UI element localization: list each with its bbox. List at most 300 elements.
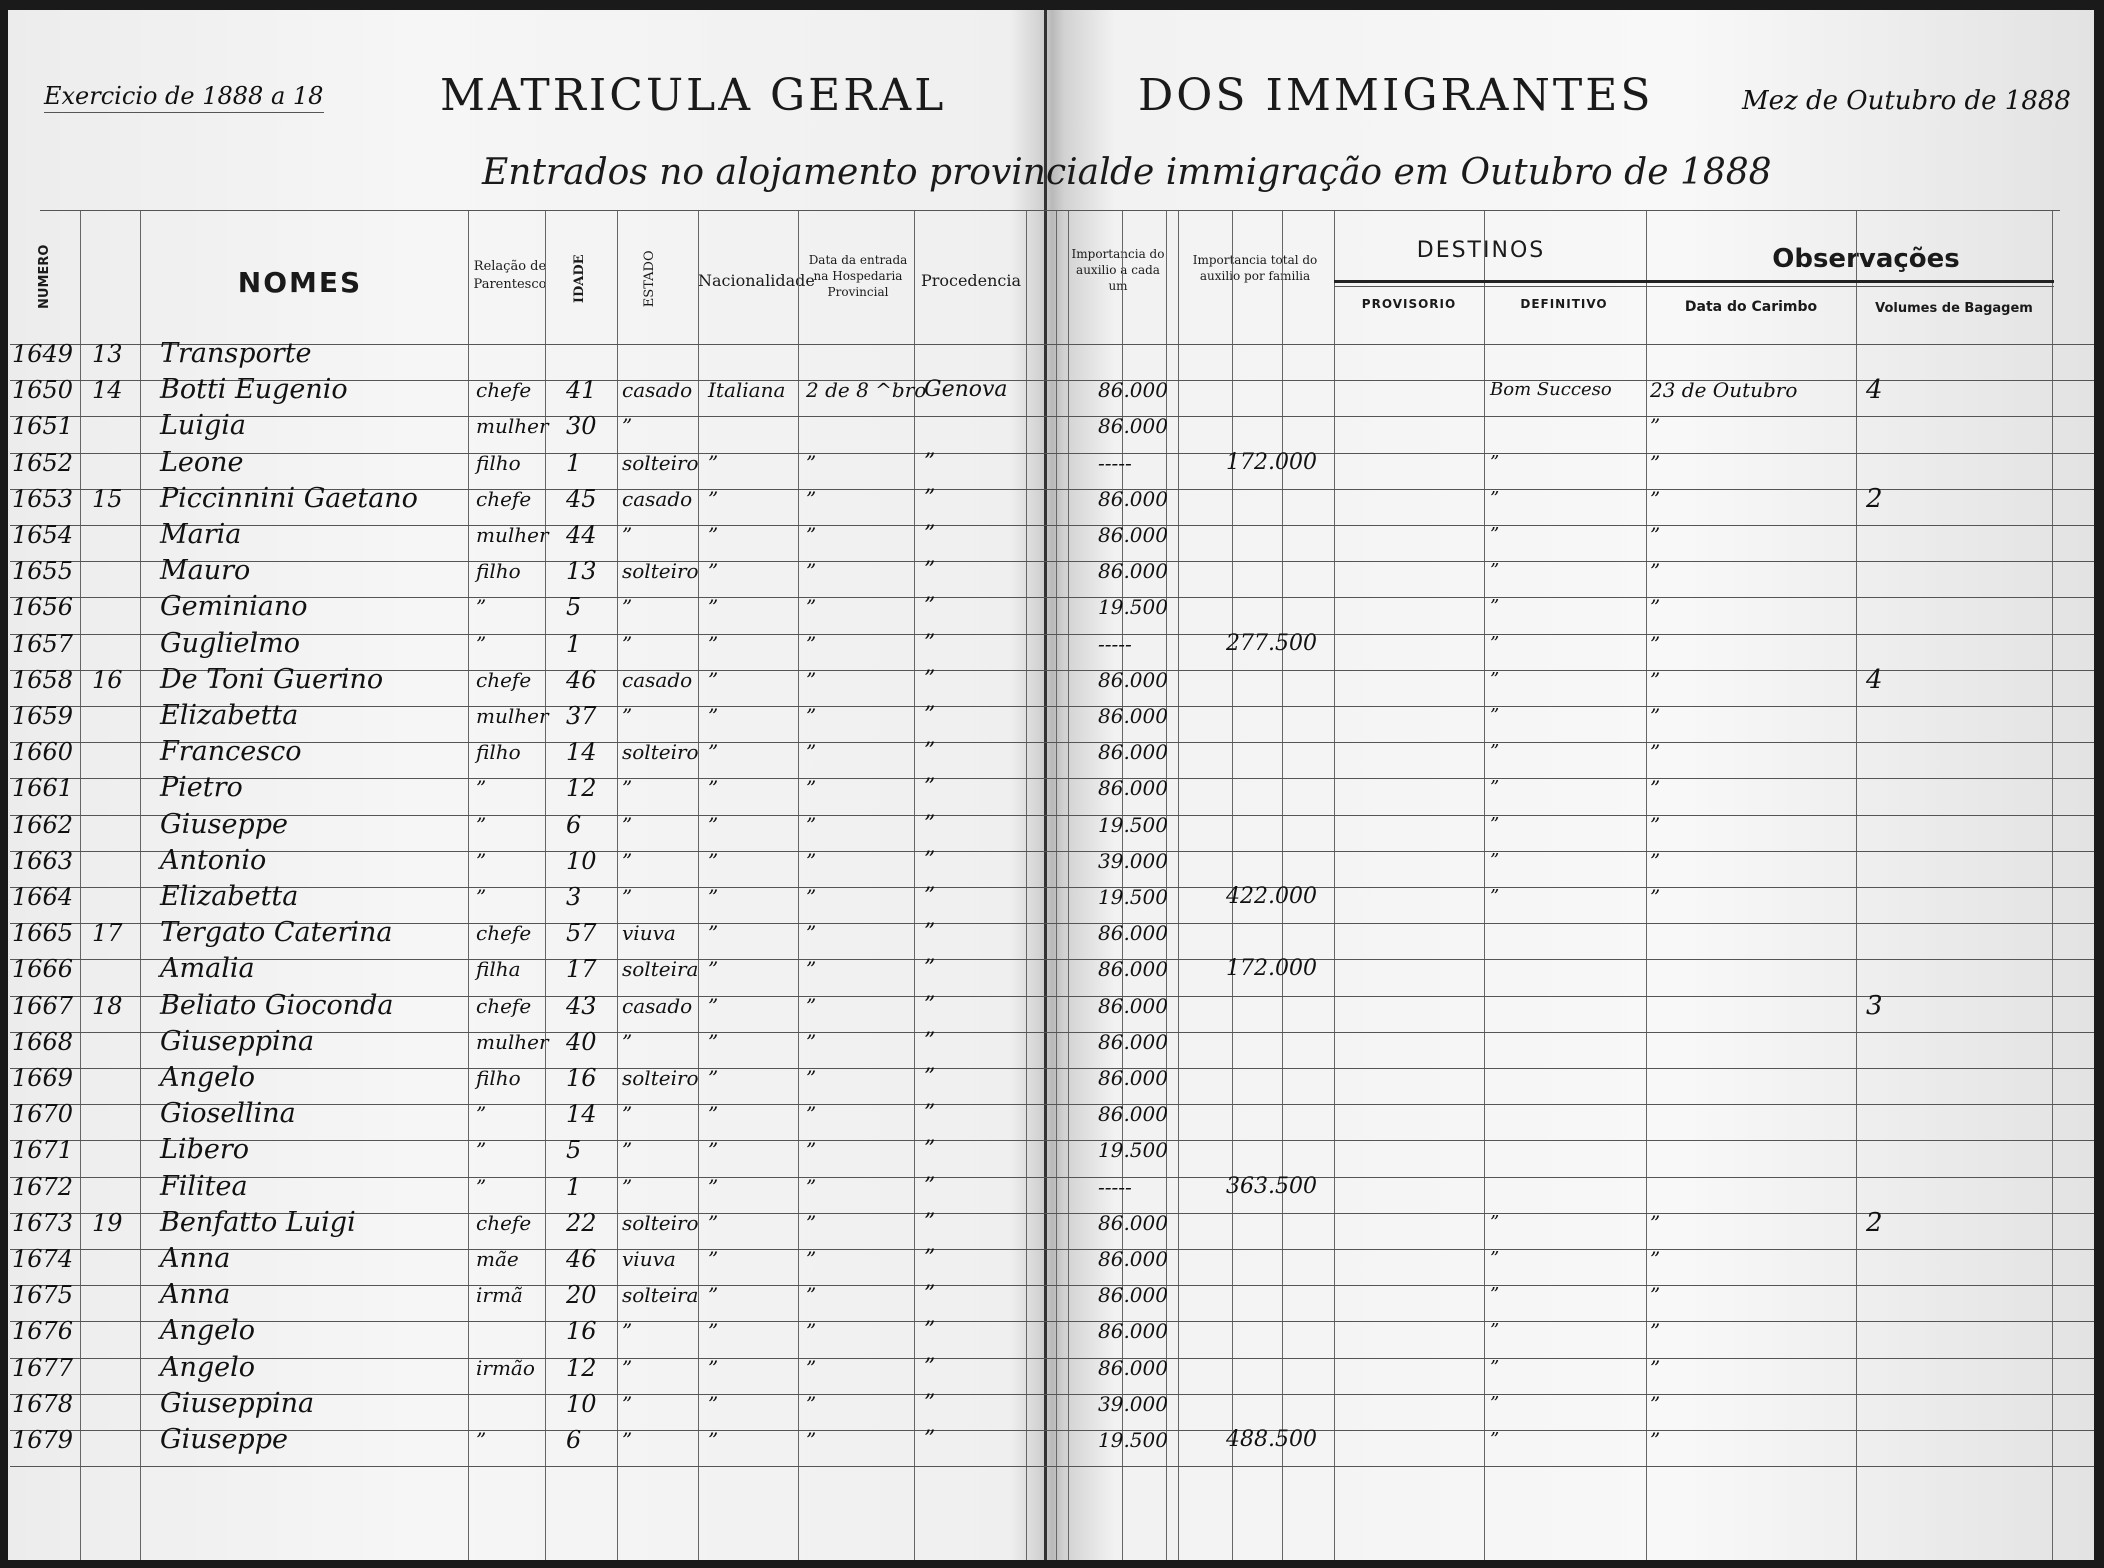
book-spine [1044,10,1047,1560]
cell-auxilio: 86.000 [1098,667,1168,692]
cell-auxilio: 19.500 [1098,595,1168,620]
cell-destino-definitivo: ” [1490,451,1500,473]
cell-nacionalidade: ” [708,848,719,873]
mez-label: Mez de Outubro de 1888 [1742,86,2071,116]
cell-data-carimbo: ” [1650,486,1661,511]
cell-familia: 18 [92,991,123,1020]
cell-procedencia: ” [924,594,936,620]
header-observacoes: Observações [1772,244,1960,274]
cell-nacionalidade: ” [708,1066,719,1090]
header-nomes: NOMES [237,266,363,299]
cell-data-entrada: ” [806,1355,817,1380]
cell-nacionalidade: ” [708,1174,719,1199]
cell-numero: 1649 [12,340,74,368]
cell-nacionalidade: ” [708,885,719,909]
cell-procedencia: ” [924,558,936,584]
cell-data-carimbo: ” [1650,704,1661,728]
cell-numero: 1663 [12,846,74,875]
cell-data-entrada: ” [806,921,817,946]
cell-procedencia: ” [924,1137,936,1163]
cell-idade: 16 [566,1064,597,1092]
cell-data-entrada: ” [806,1247,817,1271]
cell-auxilio-total: 422.000 [1226,884,1317,909]
cell-data-entrada: ” [806,1283,817,1308]
cell-nome: Antonio [160,844,267,876]
cell-relacao: ” [476,1428,487,1452]
cell-relacao: chefe [476,1210,532,1235]
cell-data-entrada: ” [806,1391,817,1416]
cell-volumes: 3 [1866,990,1883,1021]
cell-estado: casado [622,993,693,1018]
cell-data-entrada: ” [806,993,817,1018]
cell-idade: 17 [566,955,597,984]
cell-numero: 1669 [12,1064,74,1092]
cell-nacionalidade: Italiana [708,378,786,403]
cell-nome: Tergato Caterina [160,917,393,949]
cell-nome: Geminiano [160,591,308,623]
cell-auxilio: 86.000 [1098,704,1168,728]
cell-numero: 1664 [12,883,74,911]
row-rule [10,778,2094,779]
cell-nacionalidade: ” [708,667,719,692]
cell-idade: 57 [566,919,597,948]
scan-border-bottom [0,1560,2104,1568]
cell-auxilio: ----- [1098,450,1132,475]
cell-data-entrada: ” [806,740,817,765]
cell-nome: Transporte [160,338,312,369]
header-rule [40,210,2060,211]
cell-idade: 40 [566,1027,597,1056]
row-rule [10,344,2094,345]
cell-estado: ” [622,595,633,620]
cell-destino-definitivo: ” [1490,777,1500,799]
cell-procedencia: ” [924,1246,936,1271]
cell-idade: 37 [566,702,597,730]
row-rule [10,1140,2094,1141]
cell-estado: ” [622,1174,633,1199]
cell-procedencia: ” [924,449,936,475]
cell-destino-definitivo: ” [1490,1248,1500,1269]
cell-auxilio: 86.000 [1098,993,1168,1018]
cell-idade: 16 [566,1317,597,1346]
cell-estado: ” [622,704,633,728]
cell-nome: Anna [160,1279,231,1311]
cell-destino-definitivo: ” [1490,1429,1500,1450]
cell-estado: solteira [622,1283,699,1308]
cell-auxilio: 86.000 [1098,1066,1168,1090]
cell-estado: ” [622,1428,633,1452]
row-rule [10,887,2094,888]
cell-idade: 1 [566,448,582,477]
cell-auxilio: 86.000 [1098,776,1168,801]
cell-nacionalidade: ” [708,704,719,728]
cell-nacionalidade: ” [708,1319,719,1344]
row-rule [10,1430,2094,1431]
header-definitivo: DEFINITIVO [1520,297,1608,311]
cell-numero: 1679 [12,1426,74,1454]
cell-data-carimbo: ” [1650,812,1661,837]
cell-data-entrada: ” [806,450,817,475]
cell-destino-definitivo: ” [1490,1356,1500,1378]
cell-destino-definitivo: ” [1490,668,1500,690]
cell-auxilio: 86.000 [1098,523,1168,547]
cell-procedencia: ” [924,1427,936,1452]
cell-data-carimbo: ” [1650,885,1661,909]
row-rule [10,634,2094,635]
cell-relacao: chefe [476,667,532,692]
cell-procedencia: ” [924,956,936,982]
cell-destino-definitivo: ” [1490,705,1500,726]
cell-nome: Maria [160,519,242,550]
cell-nacionalidade: ” [708,1247,719,1271]
cell-data-entrada: 2 de 8 ^bro [806,378,927,403]
cell-idade: 12 [566,1353,597,1382]
cell-procedencia: ” [924,1282,936,1308]
row-rule [10,959,2094,960]
cell-numero: 1659 [12,702,74,730]
header-auxilio-cada: Importancia do auxilio a cada um [1071,247,1165,294]
cell-volumes: 4 [1866,375,1883,406]
cell-auxilio: 86.000 [1098,378,1168,403]
cell-nacionalidade: ” [708,1029,719,1054]
cell-relacao: irmão [476,1355,535,1380]
cell-relacao: filho [476,740,521,765]
cell-nacionalidade: ” [708,450,719,475]
cell-data-entrada: ” [806,486,817,511]
header-volumes: Volumes de Bagagem [1875,301,2033,316]
cell-estado: solteira [622,957,699,982]
cell-estado: ” [622,1355,633,1380]
cell-nome: Leone [160,446,244,478]
title-right: DOS IMMIGRANTES [1138,70,1654,121]
cell-procedencia: ” [924,1209,936,1235]
cell-auxilio-total: 488.500 [1226,1427,1317,1452]
cell-procedencia: ” [924,992,936,1018]
cell-relacao: filho [476,450,521,475]
cell-estado: viuva [622,1247,676,1271]
cell-data-entrada: ” [806,1210,817,1235]
cell-destino-definitivo: ” [1490,487,1500,509]
row-rule [10,597,2094,598]
cell-estado: ” [622,885,633,909]
row-rule [10,1104,2094,1105]
header-procedencia: Procedencia [920,271,1022,290]
cell-nacionalidade: ” [708,957,719,982]
cell-data-carimbo: ” [1650,414,1661,439]
cell-nacionalidade: ” [708,559,719,584]
cell-data-entrada: ” [806,1138,817,1163]
cell-relacao: ” [476,1174,487,1199]
cell-data-entrada: ” [806,1428,817,1452]
cell-procedencia: ” [924,1173,936,1199]
cell-familia: 19 [92,1208,123,1237]
cell-idade: 5 [566,1136,582,1165]
cell-idade: 46 [566,1245,597,1273]
cell-estado: ” [622,1319,633,1344]
cell-relacao: filho [476,559,521,584]
cell-data-carimbo: ” [1650,1391,1661,1416]
row-rule [10,416,2094,417]
cell-relacao: mulher [476,523,549,547]
cell-data-entrada: ” [806,812,817,837]
cell-data-entrada: ” [806,957,817,982]
scan-border-top [0,0,2104,10]
cell-relacao: filho [476,1066,521,1090]
cell-numero: 1666 [12,955,74,984]
cell-estado: solteiro [622,1210,699,1235]
scan-border-left [0,0,8,1568]
cell-destino-definitivo: ” [1490,524,1500,545]
cell-data-carimbo: ” [1650,1283,1661,1308]
cell-destino-definitivo: ” [1490,596,1500,618]
cell-data-carimbo: ” [1650,667,1661,692]
cell-auxilio: 19.500 [1098,812,1168,837]
cell-destino-definitivo: ” [1490,1320,1500,1342]
cell-procedencia: ” [924,1028,936,1054]
cell-data-entrada: ” [806,704,817,728]
cell-nome: Luigia [160,410,246,442]
cell-auxilio: 19.500 [1098,1138,1168,1163]
cell-estado: ” [622,523,633,547]
cell-estado: ” [622,631,633,656]
cell-procedencia: ” [924,739,936,765]
cell-nacionalidade: ” [708,1210,719,1235]
row-rule [10,851,2094,852]
cell-idade: 41 [566,376,597,405]
cell-nome: Giuseppina [160,1387,315,1419]
cell-idade: 3 [566,883,582,911]
cell-nacionalidade: ” [708,1102,719,1127]
cell-nome: Giosellina [160,1098,296,1130]
cell-nome: Anna [160,1243,231,1274]
cell-nacionalidade: ” [708,595,719,620]
row-rule [10,1068,2094,1069]
cell-nacionalidade: ” [708,1428,719,1452]
header-nacionalidade: Nacionalidade [698,271,815,290]
cell-nacionalidade: ” [708,1138,719,1163]
row-rule [10,742,2094,743]
cell-destino-definitivo: ” [1490,560,1500,582]
cell-idade: 1 [566,1172,582,1201]
cell-destino-definitivo: ” [1490,1284,1500,1306]
cell-data-entrada: ” [806,523,817,547]
cell-nome: Mauro [160,555,251,587]
row-rule [10,1177,2094,1178]
cell-procedencia: ” [924,811,936,837]
cell-idade: 10 [566,846,597,875]
cell-data-entrada: ” [806,1102,817,1127]
cell-data-carimbo: ” [1650,848,1661,873]
cell-estado: ” [622,776,633,801]
cell-nacionalidade: ” [708,631,719,656]
cell-relacao: chefe [476,921,532,946]
row-rule [10,815,2094,816]
cell-destino-definitivo: ” [1490,1392,1500,1414]
cell-nome: Francesco [160,736,302,768]
cell-data-entrada: ” [806,1319,817,1344]
cell-procedencia: ” [924,1101,936,1127]
cell-numero: 1651 [12,412,74,441]
cell-numero: 1671 [12,1136,74,1165]
title-left: MATRICULA GERAL [440,70,947,121]
cell-procedencia: ” [924,703,936,728]
cell-estado: ” [622,1029,633,1054]
header-numero: NUMERO [37,244,53,309]
subtitle-left: Entrados no alojamento provincial [482,152,1111,193]
cell-idade: 14 [566,1100,597,1129]
cell-data-entrada: ” [806,559,817,584]
cell-numero: 1655 [12,557,74,586]
cell-nome: Botti Eugenio [160,374,348,406]
cell-numero: 1654 [12,521,74,549]
cell-auxilio: 86.000 [1098,1355,1168,1380]
header-relacao: Relação de Parentesco [473,259,547,292]
cell-destino-definitivo: ” [1490,813,1500,835]
cell-auxilio: 86.000 [1098,1029,1168,1054]
cell-nacionalidade: ” [708,776,719,801]
cell-auxilio: 86.000 [1098,414,1168,439]
cell-data-carimbo: ” [1650,631,1661,656]
cell-nacionalidade: ” [708,740,719,765]
cell-nome: Piccinnini Gaetano [160,482,418,514]
cell-auxilio: 19.500 [1098,885,1168,909]
cell-familia: 13 [92,340,123,368]
cell-idade: 6 [566,1426,582,1454]
cell-procedencia: ” [924,1065,936,1090]
cell-data-carimbo: 23 de Outubro [1650,378,1798,403]
cell-estado: solteiro [622,1066,699,1090]
cell-relacao: chefe [476,378,532,403]
cell-data-entrada: ” [806,595,817,620]
cell-volumes: 2 [1866,1207,1883,1238]
cell-nacionalidade: ” [708,1283,719,1308]
cell-numero: 1670 [12,1100,74,1129]
cell-idade: 6 [566,810,582,839]
cell-estado: ” [622,1138,633,1163]
cell-destino-definitivo: ” [1490,849,1500,871]
cell-numero: 1665 [12,919,74,948]
cell-nome: Angelo [160,1315,256,1347]
cell-familia: 16 [92,665,123,694]
cell-destino-definitivo: ” [1490,741,1500,763]
cell-idade: 13 [566,557,597,586]
exercicio-label: Exercicio de 1888 a 18 [44,82,324,110]
cell-relacao: chefe [476,486,532,511]
cell-idade: 14 [566,738,597,767]
cell-auxilio-total: 363.500 [1226,1173,1317,1199]
row-rule [10,1032,2094,1033]
cell-auxilio: ----- [1098,631,1132,656]
cell-nacionalidade: ” [708,993,719,1018]
cell-idade: 20 [566,1281,597,1310]
cell-nacionalidade: ” [708,812,719,837]
cell-relacao: ” [476,848,487,873]
cell-data-entrada: ” [806,1029,817,1054]
cell-nacionalidade: ” [708,486,719,511]
cell-nome: Filitea [160,1170,248,1202]
cell-numero: 1677 [12,1353,74,1382]
cell-data-carimbo: ” [1650,1319,1661,1344]
row-rule [10,561,2094,562]
cell-estado: casado [622,667,693,692]
cell-data-entrada: ” [806,848,817,873]
cell-idade: 1 [566,629,582,658]
cell-nome: De Toni Guerino [160,663,384,695]
cell-numero: 1678 [12,1389,74,1418]
row-rule [10,1394,2094,1395]
cell-nome: Giuseppe [160,808,288,840]
cell-idade: 10 [566,1389,597,1418]
cell-auxilio-total: 172.000 [1226,956,1317,982]
cell-procedencia: ” [924,1390,936,1416]
cell-idade: 46 [566,665,597,694]
cell-relacao: mulher [476,1029,549,1054]
cell-nome: Pietro [160,772,243,804]
cell-auxilio: 86.000 [1098,921,1168,946]
cell-idade: 45 [566,484,597,513]
cell-estado: ” [622,812,633,837]
row-rule [10,453,2094,454]
cell-procedencia: ” [924,485,936,511]
cell-relacao: ” [476,631,487,656]
cell-numero: 1672 [12,1172,74,1201]
cell-idade: 43 [566,991,597,1020]
cell-auxilio-total: 172.000 [1226,449,1317,475]
cell-relacao: mãe [476,1247,519,1271]
header-rule [1334,280,2054,283]
cell-auxilio: 86.000 [1098,957,1168,982]
row-rule [10,706,2094,707]
header-auxilio-familia: Importancia total do auxilio por familia [1192,253,1318,284]
cell-numero: 1662 [12,810,74,839]
cell-nome: Elizabetta [160,881,299,912]
cell-data-carimbo: ” [1650,776,1661,801]
scan-border-right [2094,0,2104,1568]
cell-data-carimbo: ” [1650,595,1661,620]
cell-procedencia: ” [924,1354,936,1380]
cell-data-carimbo: ” [1650,740,1661,765]
cell-procedencia: ” [924,884,936,909]
subtitle-right: de immigração em Outubro de 1888 [1110,152,1772,193]
cell-destino-definitivo: Bom Succeso [1490,379,1612,401]
cell-nacionalidade: ” [708,921,719,946]
cell-procedencia: ” [924,920,936,946]
cell-numero: 1676 [12,1317,74,1346]
cell-data-carimbo: ” [1650,1355,1661,1380]
cell-auxilio: 86.000 [1098,1319,1168,1344]
cell-nome: Giuseppina [160,1025,315,1057]
cell-auxilio: 86.000 [1098,559,1168,584]
cell-data-carimbo: ” [1650,1428,1661,1452]
cell-relacao: filha [476,957,521,982]
cell-procedencia: ” [924,666,936,692]
cell-estado: ” [622,848,633,873]
cell-numero: 1668 [12,1027,74,1056]
row-rule [10,1358,2094,1359]
cell-relacao: ” [476,776,487,801]
cell-destino-definitivo: ” [1490,886,1500,907]
cell-data-entrada: ” [806,1066,817,1090]
cell-relacao: ” [476,885,487,909]
cell-destino-definitivo: ” [1490,1211,1500,1233]
row-rule [10,1466,2094,1467]
cell-procedencia: ” [924,775,936,801]
cell-auxilio: 86.000 [1098,740,1168,765]
cell-data-carimbo: ” [1650,450,1661,475]
cell-nome: Elizabetta [160,700,299,731]
cell-nome: Angelo [160,1351,256,1383]
cell-auxilio: 39.000 [1098,848,1168,873]
